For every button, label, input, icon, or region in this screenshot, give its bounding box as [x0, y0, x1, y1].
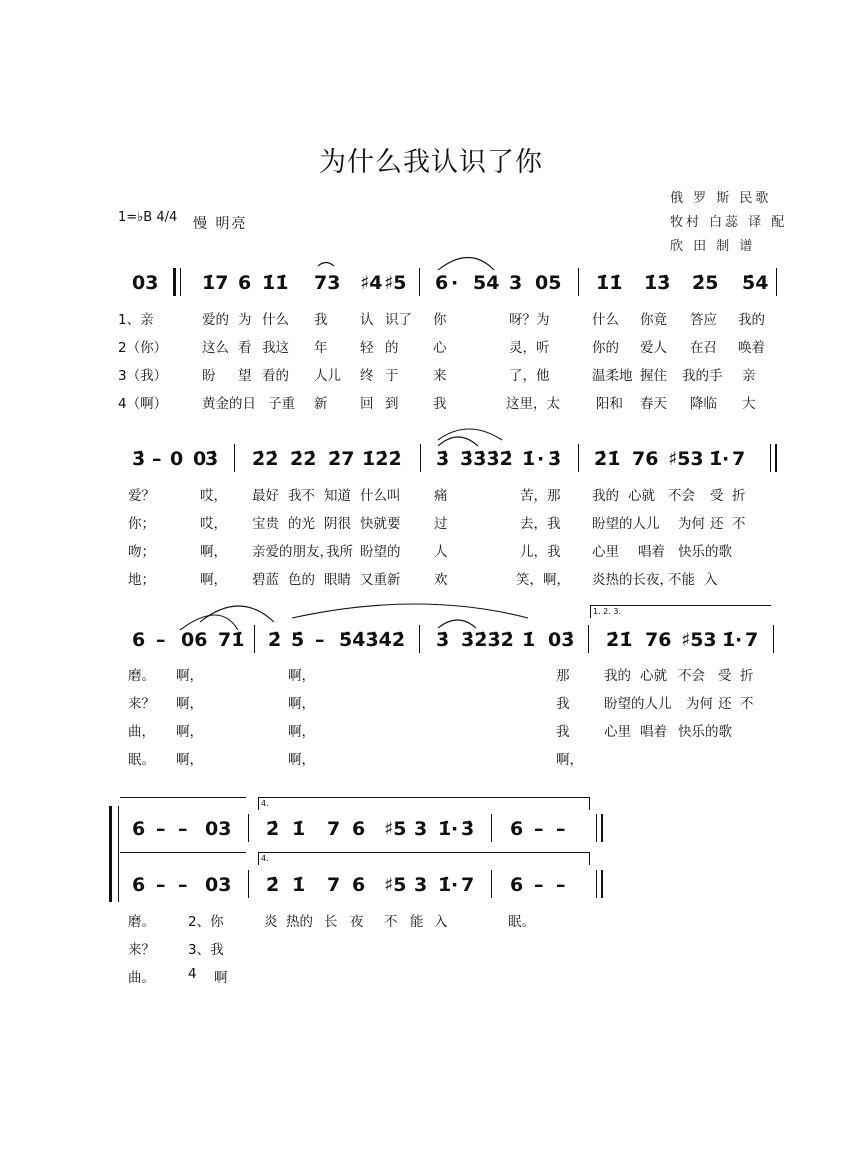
lyric: 人: [434, 544, 448, 560]
note: 1̇: [522, 629, 536, 651]
note: 1̇3̇: [644, 272, 671, 294]
lyric: 什么: [592, 312, 619, 328]
slur: [438, 620, 476, 628]
lyric: 磨。: [128, 914, 155, 930]
lyric: 啊，: [288, 696, 315, 712]
note: ·: [722, 448, 730, 470]
note: –: [315, 629, 325, 651]
lyric: 心里: [592, 544, 619, 560]
lyric: 心就: [628, 488, 655, 504]
note: ♯5: [384, 272, 407, 294]
lyric: 呀？为: [509, 312, 550, 328]
lyric: 啊，: [288, 668, 315, 684]
lyric: 答应: [690, 312, 717, 328]
lyric: 这里，太: [506, 396, 560, 412]
lyric: 你的: [592, 340, 619, 356]
note: 1̇1̇: [262, 272, 289, 294]
lyric: 折: [740, 668, 754, 684]
lyric: 最好: [252, 488, 279, 504]
lyric: 2、你: [188, 914, 224, 930]
lyric: 人儿: [314, 368, 341, 384]
lyric: 热的: [286, 914, 313, 930]
lyric: 唤着: [738, 340, 765, 356]
lyric: 唱着: [638, 544, 665, 560]
lyric: 爱的: [202, 312, 229, 328]
note: –: [556, 818, 566, 840]
note: 2̇: [266, 874, 280, 896]
lyric: 曲，: [128, 724, 155, 740]
song-title: 为什么我认识了你: [319, 147, 543, 178]
lyric: 快乐的歌: [678, 724, 732, 740]
note: ·: [735, 629, 743, 651]
lyric: 到: [385, 396, 399, 412]
lyric: 不: [732, 516, 746, 532]
lyric: 不能: [668, 572, 695, 588]
lyric: 终: [360, 368, 374, 384]
slur: [180, 615, 238, 630]
lyric: 心: [433, 340, 447, 356]
lyric: 又重新: [360, 572, 401, 588]
slur: [200, 606, 274, 622]
note: ·: [451, 272, 459, 294]
note: 6: [132, 874, 146, 896]
slur: [292, 604, 528, 618]
note: 3̇: [132, 448, 146, 470]
volta-label: 4.: [261, 799, 269, 808]
lyric: 为何: [686, 696, 713, 712]
note: 6: [352, 874, 366, 896]
lyric: 啊，: [288, 724, 315, 740]
lyric: 黄金的日: [202, 396, 256, 412]
lyric: 4（啊）: [118, 396, 168, 412]
note: 5̇4̇3̇4̇2̇: [339, 629, 406, 651]
lyric: 啊，: [176, 668, 203, 684]
lyric: 我所: [326, 544, 353, 560]
lyric: 啊，: [200, 544, 227, 560]
lyric: 在召: [690, 340, 717, 356]
lyric: 我不: [288, 488, 315, 504]
lyric: 盼: [202, 368, 216, 384]
note: 0: [170, 448, 184, 470]
note: 6: [510, 874, 524, 896]
lyric: 炎: [264, 914, 278, 930]
note: 05: [535, 272, 562, 294]
lyric: 灵，听: [509, 340, 550, 356]
lyric: 眠。: [508, 914, 535, 930]
lyric: 来？: [128, 942, 155, 958]
note: –: [156, 629, 166, 651]
lyric: 为: [238, 312, 252, 328]
lyric: 吻；: [128, 544, 155, 560]
note: 3̇: [548, 448, 562, 470]
note: 3: [414, 818, 428, 840]
note: 6: [132, 629, 146, 651]
note: –: [156, 818, 166, 840]
lyric: 那: [556, 668, 570, 684]
lyric: 我: [314, 312, 328, 328]
lyric: 阴很: [324, 516, 351, 532]
lyric: 你竟: [640, 312, 667, 328]
note: 2̇: [266, 818, 280, 840]
note: 6: [435, 272, 449, 294]
lyric: 知道: [324, 488, 351, 504]
volta-label: 1. 2. 3.: [593, 607, 621, 616]
note: 1̇: [292, 818, 306, 840]
note: ♯5: [384, 874, 407, 896]
lyric: 看: [238, 340, 252, 356]
note: 06: [181, 629, 208, 651]
lyric: 我的: [592, 488, 619, 504]
lyric: 识了: [385, 312, 412, 328]
lyric: 握住: [640, 368, 667, 384]
lyric: 夜: [350, 914, 364, 930]
note: 1̇2̇2̇: [362, 448, 402, 470]
note: ·: [451, 874, 459, 896]
lyric: 曲。: [128, 970, 155, 986]
lyric: 来？: [128, 696, 155, 712]
note: 1̇1̇: [596, 272, 623, 294]
note: 76: [632, 448, 659, 470]
lyric: 笑，啊，: [516, 572, 570, 588]
note: 7: [745, 629, 759, 651]
lyric: 苦，那: [520, 488, 561, 504]
lyric: 心里: [604, 724, 631, 740]
note: 54: [473, 272, 500, 294]
lyric: 我的手: [682, 368, 723, 384]
lyric: 认: [360, 312, 374, 328]
lyric: 啊，: [176, 696, 203, 712]
lyric: 子重: [268, 396, 295, 412]
lyric: 啊，: [176, 724, 203, 740]
lyric: 长: [324, 914, 338, 930]
note: 3̇3̇3̇2̇: [460, 448, 513, 470]
note: 3̇: [436, 629, 450, 651]
note: ♯53: [668, 448, 704, 470]
lyric: 磨。: [128, 668, 155, 684]
lyric: 2（你）: [118, 340, 168, 356]
lyric: 我的: [738, 312, 765, 328]
note: 71̇: [218, 629, 245, 651]
lyric: 能: [410, 914, 424, 930]
note: 03: [205, 874, 232, 896]
lyric: 眼睛: [324, 572, 351, 588]
note: 6: [510, 818, 524, 840]
lyric: 折: [732, 488, 746, 504]
lyric: 盼望的人儿: [604, 696, 672, 712]
note: 2̇7: [328, 448, 355, 470]
lyric: 受: [710, 488, 724, 504]
note: 3̇: [461, 818, 475, 840]
lyric: 春天: [640, 396, 667, 412]
lyric: 宝贵: [252, 516, 279, 532]
lyric: 回: [360, 396, 374, 412]
lyric: 入: [704, 572, 718, 588]
note: –: [534, 818, 544, 840]
lyric: 你: [433, 312, 447, 328]
lyric: 我的: [604, 668, 631, 684]
note: 3: [509, 272, 523, 294]
lyric: 4: [188, 966, 197, 982]
lyric: 色的: [288, 572, 315, 588]
note: –: [178, 874, 188, 896]
lyric: 心就: [640, 668, 667, 684]
lyric: 什么叫: [360, 488, 401, 504]
lyric: 的光: [288, 516, 315, 532]
lyric: 亲爱的朋友，: [252, 544, 333, 560]
note: 76: [645, 629, 672, 651]
note: ·: [451, 818, 459, 840]
lyric: 新: [314, 396, 328, 412]
lyric: 于: [385, 368, 399, 384]
note: –: [152, 448, 162, 470]
lyric: 受: [718, 668, 732, 684]
note: 5̇: [291, 629, 305, 651]
lyric: 唱着: [640, 724, 667, 740]
lyric: 盼望的: [360, 544, 401, 560]
note: 03: [205, 818, 232, 840]
slur: [438, 437, 478, 446]
credit-composer: 俄 罗 斯 民歌: [670, 191, 772, 206]
lyric: 快就要: [360, 516, 401, 532]
note: 7: [461, 874, 475, 896]
lyric: 儿，我: [520, 544, 561, 560]
lyric: 降临: [690, 396, 717, 412]
lyric: 3、我: [188, 942, 224, 958]
note: 1̇: [438, 818, 452, 840]
note: ♯4: [360, 272, 383, 294]
note: 1̇: [522, 448, 536, 470]
lyric: 不: [384, 914, 398, 930]
note: 7: [732, 448, 746, 470]
lyric: 来: [433, 368, 447, 384]
note: 2̇1̇: [594, 448, 621, 470]
lyric: 哎，: [200, 488, 227, 504]
credit-translator: 牧村 白蕊 译 配: [670, 215, 788, 230]
note: 03: [132, 272, 159, 294]
lyric: 入: [434, 914, 448, 930]
note: –: [534, 874, 544, 896]
lyric: 不会: [668, 488, 695, 504]
note: 6: [352, 818, 366, 840]
note: 1̇7: [202, 272, 229, 294]
note: 2̇2̇: [252, 448, 279, 470]
note: 73: [314, 272, 341, 294]
credit-engraver: 欣 田 制 谱: [670, 239, 756, 254]
lyric: 欢: [434, 572, 448, 588]
lyric: 还: [718, 696, 732, 712]
note: 2̇5: [692, 272, 719, 294]
lyric: 温柔地: [592, 368, 633, 384]
lyric: 啊，: [176, 752, 203, 768]
lyric: 去，我: [520, 516, 561, 532]
volta-label: 4.: [261, 854, 269, 863]
note: 3: [414, 874, 428, 896]
lyric: 地；: [128, 572, 155, 588]
note: 5̇4: [742, 272, 769, 294]
note: –: [556, 874, 566, 896]
lyric: 还: [710, 516, 724, 532]
lyric: 爱？: [128, 488, 155, 504]
note: 3̇: [436, 448, 450, 470]
note: 1̇: [292, 874, 306, 896]
note: 03̇: [548, 629, 575, 651]
lyric: 看的: [262, 368, 289, 384]
lyric: 大: [742, 396, 756, 412]
note: ♯5: [384, 818, 407, 840]
note: 6: [238, 272, 252, 294]
lyric: 阳和: [596, 396, 623, 412]
lyric: 了，他: [509, 368, 550, 384]
lyric: 哎，: [200, 516, 227, 532]
lyric: 这么: [202, 340, 229, 356]
lyric: 不会: [678, 668, 705, 684]
note: 7: [327, 874, 341, 896]
lyric: 的: [385, 340, 399, 356]
note: 1̇: [709, 448, 723, 470]
note: 0: [193, 448, 207, 470]
lyric: 我: [556, 696, 570, 712]
lyric: 爱人: [640, 340, 667, 356]
note: 2̇1̇: [606, 629, 633, 651]
slur: [438, 429, 502, 440]
lyric: 碧蓝: [252, 572, 279, 588]
note: 6: [132, 818, 146, 840]
lyric: 轻: [360, 340, 374, 356]
lyric: 我这: [262, 340, 289, 356]
note: 2̇2̇: [290, 448, 317, 470]
note: 1̇: [722, 629, 736, 651]
note: 2̇: [268, 629, 282, 651]
lyric: 啊: [214, 970, 228, 986]
note: –: [156, 874, 166, 896]
lyric: 过: [434, 516, 448, 532]
note: 3̇: [205, 448, 219, 470]
note: 3̇2̇3̇2̇: [461, 629, 514, 651]
lyric: 望: [238, 368, 252, 384]
lyric: 为何: [678, 516, 705, 532]
lyric: 你；: [128, 516, 155, 532]
lyric: 快乐的歌: [678, 544, 732, 560]
lyric: 不: [740, 696, 754, 712]
slur: [438, 258, 494, 271]
tempo-marking: 慢 明亮: [193, 216, 248, 232]
note: –: [178, 818, 188, 840]
lyric: 盼望的人儿: [592, 516, 660, 532]
lyric: 什么: [262, 312, 289, 328]
lyric: 我: [556, 724, 570, 740]
note: ♯53: [681, 629, 717, 651]
lyric: 眠。: [128, 752, 155, 768]
lyric: 啊，: [556, 752, 583, 768]
lyric: 年: [314, 340, 328, 356]
lyric: 3（我）: [118, 368, 168, 384]
lyric: 亲: [742, 368, 756, 384]
key-signature: 1=♭B 4/4: [118, 210, 178, 225]
lyric: 我: [433, 396, 447, 412]
lyric: 啊，: [288, 752, 315, 768]
note: ·: [537, 448, 545, 470]
lyric: 痛: [434, 488, 448, 504]
lyric: 炎热的长夜，: [592, 572, 673, 588]
lyric: 1、亲: [118, 312, 154, 328]
note: 7: [327, 818, 341, 840]
lyric: 啊，: [200, 572, 227, 588]
note: 1̇: [438, 874, 452, 896]
slur: [318, 263, 334, 267]
